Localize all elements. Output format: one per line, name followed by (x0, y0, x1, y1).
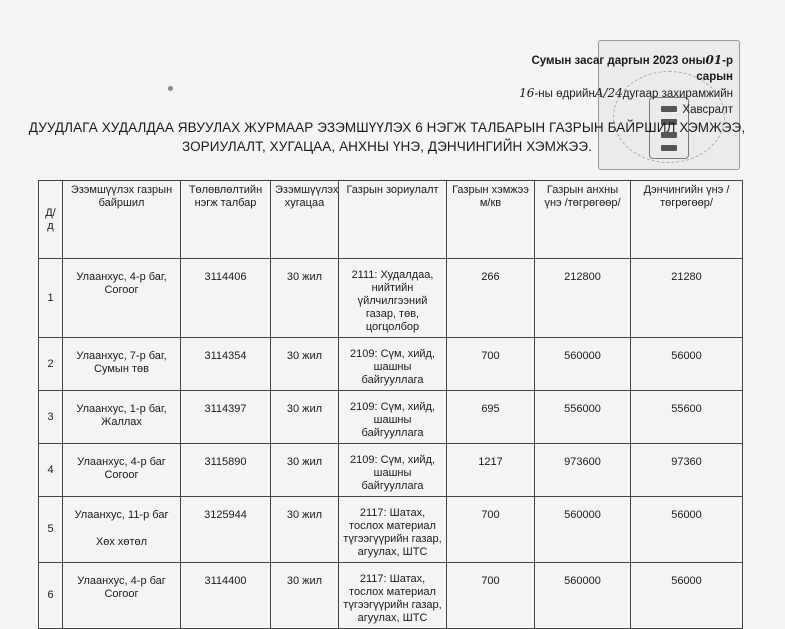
approval-line-1: Сумын засаг даргын 2023 оны01-р сарын (531, 53, 733, 83)
row-price: 560000 (535, 338, 631, 391)
row-purpose: 2109: Сүм, хийд, шашны байгууллага (339, 444, 447, 497)
row-term: 30 жил (271, 338, 339, 391)
row-area: 1217 (447, 444, 535, 497)
row-purpose: 2111: Худалдаа, нийтийн үйлчилгээний газар, төв, цогцолбор (339, 259, 447, 338)
header-no: Д/д (39, 181, 63, 259)
row-location (63, 497, 181, 563)
scan-speck (168, 86, 173, 91)
row-location (63, 391, 181, 444)
row-purpose: 2109: Сүм, хийд, шашны байгууллага (339, 338, 447, 391)
row-location (63, 444, 181, 497)
header-area: Газрын хэмжээ м/кв (447, 181, 535, 259)
table-row (39, 338, 743, 391)
row-deposit: 97360 (631, 444, 743, 497)
row-price: 212800 (535, 259, 631, 338)
header-purpose: Газрын зориулалт (339, 181, 447, 259)
row-purpose: 2117: Шатах, тослох материал түгээгүүрийн газар, агуулах, ШТС (339, 497, 447, 563)
row-area: 266 (447, 259, 535, 338)
row-number: 4 (39, 444, 63, 497)
handwritten-order-number: A/24 (594, 86, 623, 100)
location-text: Улаанхус, 11-р баг (74, 509, 169, 521)
handwritten-day: 16 (519, 86, 535, 100)
row-price: 556000 (535, 391, 631, 444)
document-title (22, 118, 752, 156)
row-price: 560000 (535, 563, 631, 629)
row-area: 700 (447, 497, 535, 563)
row-purpose: 2117: Шатах, тослох материал түгээгүүрийн газар, агуулах, ШТС (339, 563, 447, 629)
table-row (39, 497, 743, 563)
row-term: 30 жил (271, 563, 339, 629)
location-text: Улаанхус, 4-р баг Согоог (77, 575, 166, 600)
header-term: Эзэмшүүлэх хугацаа (271, 181, 339, 259)
table-row (39, 391, 743, 444)
header-location: Эзэмшүүлэх газрын байршил (63, 181, 181, 259)
row-term: 30 жил (271, 391, 339, 444)
row-term: 30 жил (271, 497, 339, 563)
row-price: 973600 (535, 444, 631, 497)
title-line-1: ДУУДЛАГА ХУДАЛДАА ЯВУУЛАХ ЖУРМААР ЭЗЭМШҮҮЛЭХ 6 НЭГЖ ТАЛБАРЫН ГАЗРЫН БАЙРШИЛ ХЭМЖЭЭ, (28, 120, 746, 135)
row-parcel: 3114406 (181, 259, 271, 338)
row-parcel: 3114397 (181, 391, 271, 444)
table-header-row (39, 181, 743, 259)
handwritten-month: 01 (705, 53, 723, 67)
row-location (63, 259, 181, 338)
table-row (39, 444, 743, 497)
approval-line-2: 16-ны өдрийнA/24дугаар захирамжийн (519, 86, 733, 100)
row-parcel: 3115890 (181, 444, 271, 497)
row-location (63, 338, 181, 391)
row-price: 560000 (535, 497, 631, 563)
table-row (39, 563, 743, 629)
row-number: 6 (39, 563, 63, 629)
location-text: Улаанхус, 1-р баг, Жаллах (76, 403, 167, 428)
location-text: Улаанхус, 4-р баг, Согоог (76, 271, 167, 296)
row-deposit: 55600 (631, 391, 743, 444)
location-note: Хөх хөтөл (95, 536, 148, 548)
approval-line-3: Хавсралт (682, 104, 733, 116)
row-number: 5 (39, 497, 63, 563)
row-term: 30 жил (271, 444, 339, 497)
location-text: Улаанхус, 4-р баг Согоог (77, 456, 166, 481)
row-parcel: 3114400 (181, 563, 271, 629)
row-area: 700 (447, 338, 535, 391)
row-term: 30 жил (271, 259, 339, 338)
row-deposit: 21280 (631, 259, 743, 338)
row-parcel: 3114354 (181, 338, 271, 391)
row-number: 3 (39, 391, 63, 444)
header-parcel: Төлөвлөлтийн нэгж талбар (181, 181, 271, 259)
row-deposit: 56000 (631, 563, 743, 629)
table-row (39, 259, 743, 338)
header-deposit: Дэнчингийн үнэ /төгрөгөөр/ (631, 181, 743, 259)
title-line-2: ЗОРИУЛАЛТ, ХУГАЦАА, АНХНЫ ҮНЭ, ДЭНЧИНГИЙН ХЭМЖЭЭ. (181, 139, 593, 154)
location-text: Улаанхус, 7-р баг, Сумын төв (76, 350, 167, 375)
row-area: 700 (447, 563, 535, 629)
row-location (63, 563, 181, 629)
row-parcel: 3125944 (181, 497, 271, 563)
header-price: Газрын анхны үнэ /төгрөгөөр/ (535, 181, 631, 259)
row-purpose: 2109: Сүм, хийд, шашны байгууллага (339, 391, 447, 444)
row-area: 695 (447, 391, 535, 444)
row-number: 2 (39, 338, 63, 391)
row-number: 1 (39, 259, 63, 338)
row-deposit: 56000 (631, 338, 743, 391)
land-parcel-table (38, 180, 743, 629)
row-deposit: 56000 (631, 497, 743, 563)
approval-header (493, 52, 733, 118)
